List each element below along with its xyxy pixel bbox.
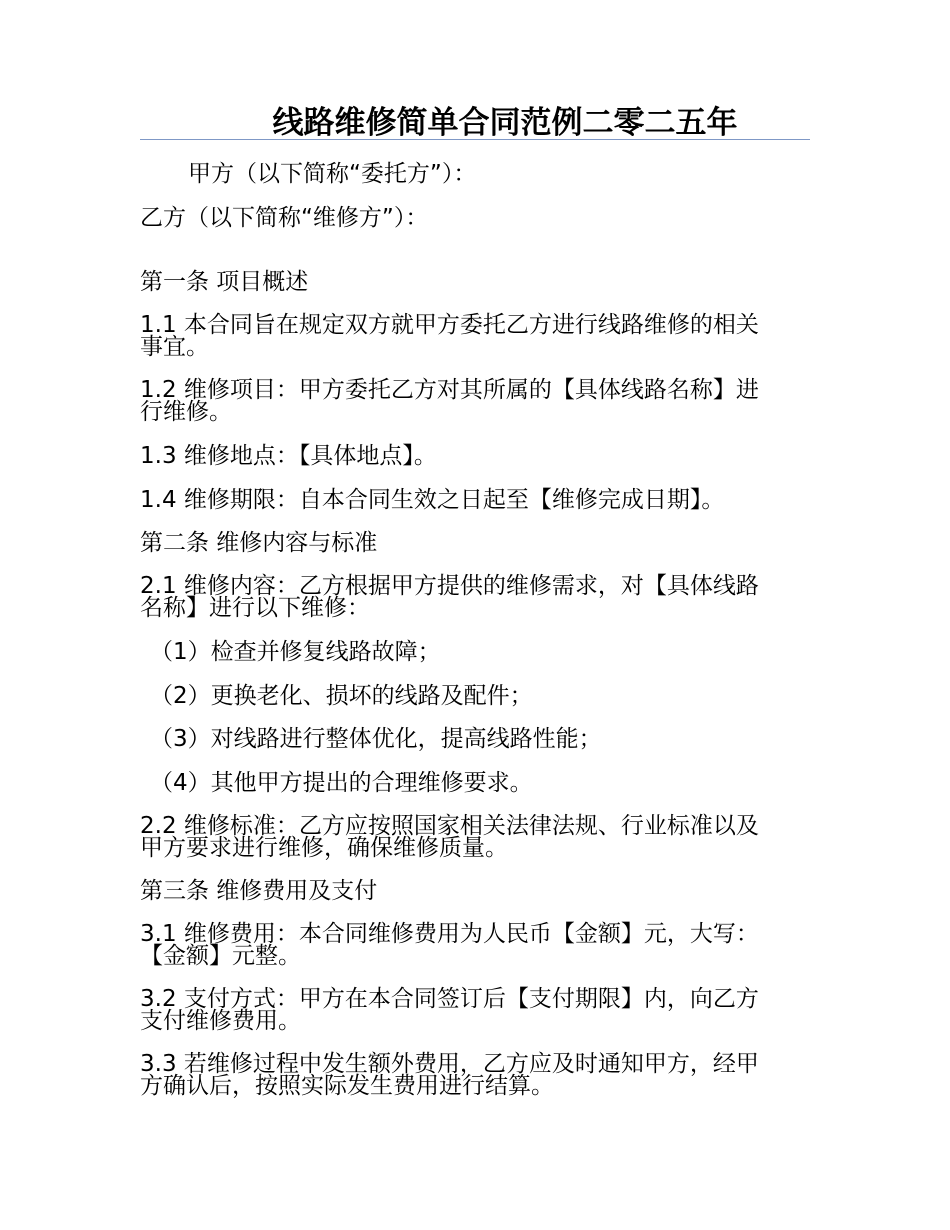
clause-3-2-line-2: 支付维修费用。: [140, 1008, 301, 1034]
article-3-heading: 第三条 维修费用及支付: [140, 878, 378, 904]
article-2-heading: 第二条 维修内容与标准: [140, 530, 378, 556]
clause-2-1-line-1: 2.1 维修内容：乙方根据甲方提供的维修需求，对【具体线路: [140, 573, 759, 599]
clause-1-2: [140, 379, 810, 423]
clause-3-3-line-2: 方确认后，按照实际发生费用进行结算。: [140, 1073, 554, 1099]
clause-1-4: 1.4 维修期限：自本合同生效之日起至【维修完成日期】。: [140, 487, 725, 513]
list-item: （1）检查并修复线路故障；: [150, 639, 441, 665]
list-item: （2）更换老化、损坏的线路及配件；: [150, 683, 533, 709]
clause-2-2-line-1: 2.2 维修标准：乙方应按照国家相关法律法规、行业标准以及: [140, 813, 759, 839]
article-1-heading: 第一条 项目概述: [140, 269, 309, 295]
clause-1-3: 1.3 维修地点：【具体地点】。: [140, 443, 437, 469]
clause-1-2-line-1: 1.2 维修项目：甲方委托乙方对其所属的【具体线路名称】进: [140, 377, 759, 403]
clause-1-1-line-1: 1.1 本合同旨在规定双方就甲方委托乙方进行线路维修的相关: [140, 312, 759, 338]
title-underline: [140, 139, 810, 140]
clause-1-1: [140, 314, 810, 358]
list-item: （3）对线路进行整体优化，提高线路性能；: [150, 726, 602, 752]
party-b-line: 乙方（以下简称“维修方”）：: [140, 205, 429, 231]
clause-2-1: [140, 575, 810, 619]
document-title: 线路维修简单合同范例二零二五年: [272, 105, 738, 141]
clause-3-1-line-2: 【金额】元整。: [140, 943, 301, 969]
clause-3-2: [140, 988, 810, 1032]
clause-2-2-line-2: 甲方要求进行维修，确保维修质量。: [140, 835, 508, 861]
clause-3-1: [140, 923, 810, 967]
clause-3-1-line-1: 3.1 维修费用：本合同维修费用为人民币【金额】元，大写：: [140, 921, 759, 947]
clause-3-3-line-1: 3.3 若维修过程中发生额外费用，乙方应及时通知甲方，经甲: [140, 1051, 759, 1077]
clause-3-2-line-1: 3.2 支付方式：甲方在本合同签订后【支付期限】内，向乙方: [140, 986, 759, 1012]
clause-1-2-line-2: 行维修。: [140, 399, 232, 425]
clause-3-3: [140, 1053, 810, 1097]
clause-2-1-line-2: 名称】进行以下维修：: [140, 595, 370, 621]
list-item: （4）其他甲方提出的合理维修要求。: [150, 770, 533, 796]
party-a-line: 甲方（以下简称“委托方”）：: [188, 161, 477, 187]
clause-2-2: [140, 815, 810, 859]
clause-1-1-line-2: 事宜。: [140, 334, 209, 360]
